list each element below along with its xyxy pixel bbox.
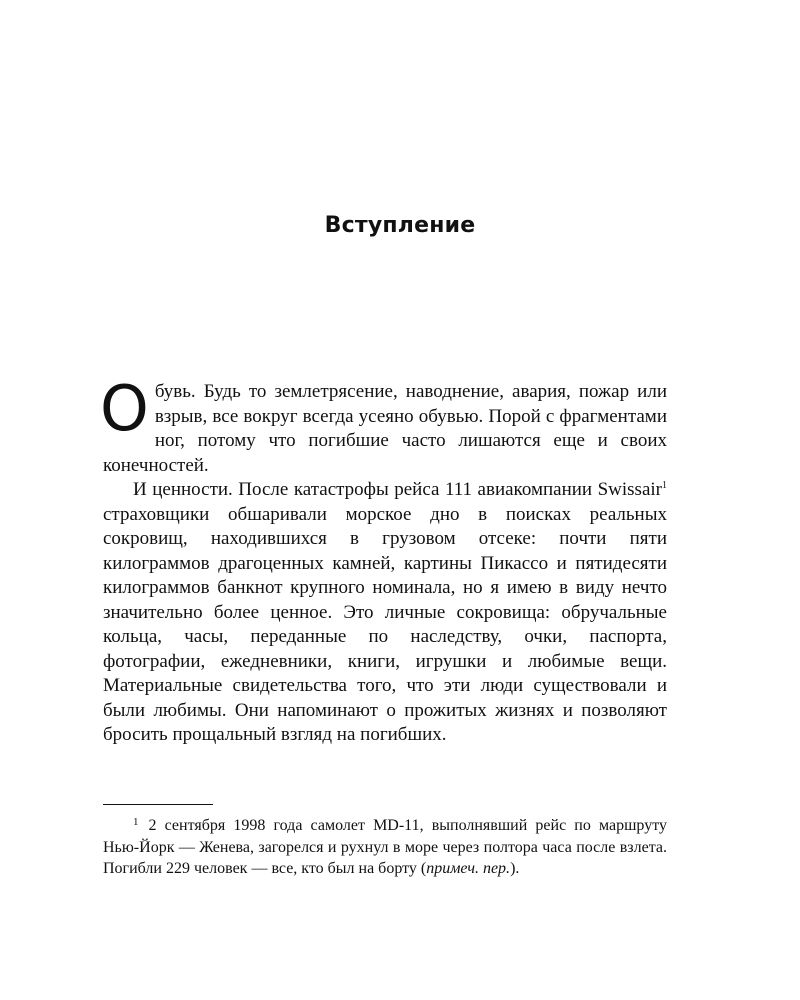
paragraph-1 — [100, 372, 667, 478]
paragraph-2-text-b: страховщики обшаривали морское дно в поисках реальных сокровищ, находившихся в грузовом отсеке: почти пяти килограммов драгоценных камней, картины Пикассо и пятидесяти килограммов банкнот крупного номинала, но я имею в виду нечто значительно более ценное. Это личные сокровища: обручальные кольца, часы, переданные по наследству, очки, паспорта, фотографии, ежедневники, книги, игрушки и любимые вещи. Материальные свидетельства того, что эти люди существовали и были любимы. Они напоминают о прожитых жизнях и позволяют бросить прощальный взгляд на погибших. — [103, 503, 667, 745]
footnote-tail: ). — [510, 860, 520, 877]
footnote-divider — [103, 804, 213, 805]
main-text — [100, 372, 667, 748]
footnotes — [103, 815, 667, 880]
chapter-title: Вступление — [324, 212, 476, 238]
footnote-mark: 1 — [133, 816, 139, 828]
drop-cap: О — [100, 372, 149, 445]
footnote-text: 2 сентября 1998 года самолет MD-11, выполнявший рейс по маршруту Нью-Йорк — Женева, загорелся и рухнул в море через полтора часа после взлета. Погибли 229 человек — все, кто был на борту ( — [103, 817, 667, 877]
footnote — [103, 815, 667, 880]
translator-note: примеч. пер. — [426, 860, 511, 877]
footnote-reference[interactable]: 1 — [662, 480, 667, 491]
paragraph-2-text-a: И ценности. После катастрофы рейса 111 авиакомпании Swissair — [133, 479, 662, 500]
paragraph-1-text: бувь. Будь то землетрясение, наводнение, авария, пожар или взрыв, все вокруг всегда усеяно обувью. Порой с фрагментами ног, потому что погибшие часто лишаются еще и своих конечностей. — [103, 381, 667, 476]
paragraph-2 — [103, 478, 667, 748]
